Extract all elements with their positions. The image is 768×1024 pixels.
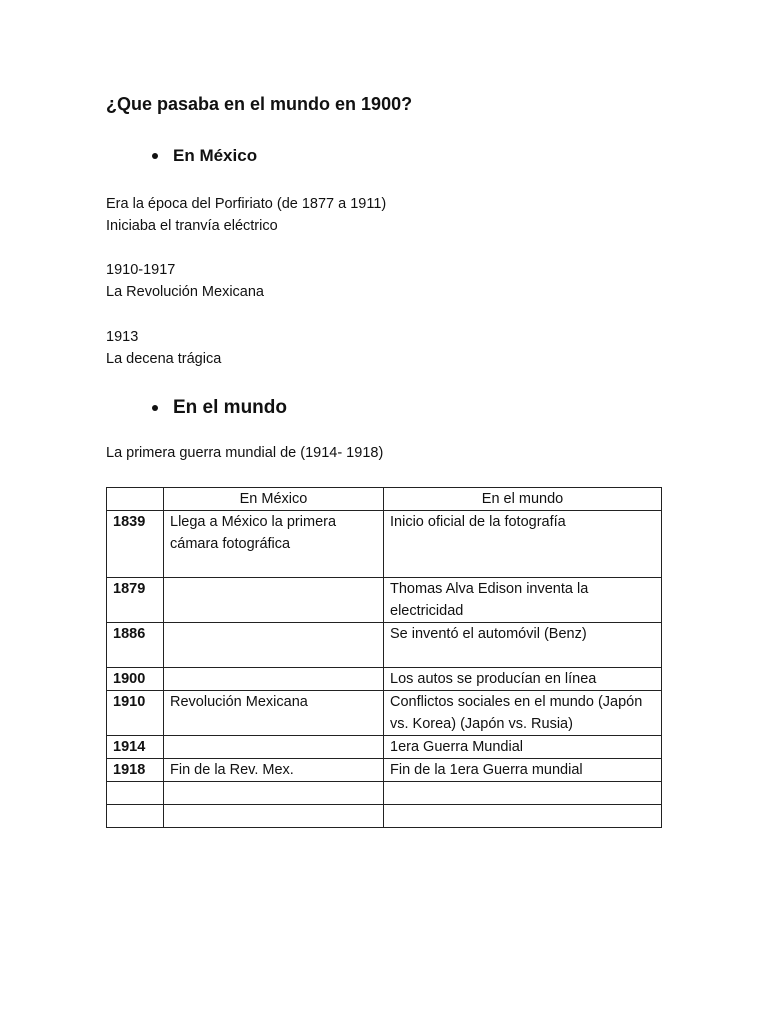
mexico-cell: Revolución Mexicana: [164, 691, 384, 736]
table-header-cell: En el mundo: [384, 488, 662, 511]
table-row: [107, 668, 662, 691]
table-row-empty: [107, 805, 662, 828]
table-row: [107, 691, 662, 736]
year-cell: [107, 805, 164, 828]
paragraph-revolucion: [106, 259, 264, 303]
bullet-icon: [152, 405, 158, 411]
mexico-cell: [164, 805, 384, 828]
table-row: [107, 736, 662, 759]
table-row: [107, 511, 662, 578]
year-cell: [107, 782, 164, 805]
document-title: ¿Que pasaba en el mundo en 1900?: [106, 94, 413, 114]
paragraph-line: La decena trágica: [106, 351, 222, 367]
mexico-cell: [164, 668, 384, 691]
paragraph-line: La Revolución Mexicana: [106, 284, 264, 300]
year-cell: 1879: [107, 578, 164, 623]
mundo-cell: 1era Guerra Mundial: [384, 736, 662, 759]
paragraph-line: La primera guerra mundial de (1914- 1918): [106, 445, 384, 461]
mundo-cell: Thomas Alva Edison inventa la electricidad: [384, 578, 662, 623]
mexico-cell: Llega a México la primera cámara fotográfica: [164, 511, 384, 578]
table-row: [107, 578, 662, 623]
mundo-cell: Se inventó el automóvil (Benz): [384, 623, 662, 668]
mexico-cell: [164, 782, 384, 805]
paragraph-primera-guerra: [106, 442, 383, 464]
year-cell: 1910: [107, 691, 164, 736]
paragraph-decena-tragica: [106, 326, 221, 370]
paragraph-line: Iniciaba el tranvía eléctrico: [106, 218, 278, 234]
mundo-cell: Inicio oficial de la fotografía: [384, 511, 662, 578]
mundo-cell: [384, 782, 662, 805]
table-header-row: [107, 488, 662, 511]
mexico-cell: [164, 623, 384, 668]
year-cell: 1918: [107, 759, 164, 782]
year-cell: 1886: [107, 623, 164, 668]
table-row: [107, 623, 662, 668]
year-cell: 1839: [107, 511, 164, 578]
paragraph-porfiriato: [106, 193, 386, 237]
mundo-cell: [384, 805, 662, 828]
table-header-cell: En México: [164, 488, 384, 511]
section-heading-label: En México: [173, 146, 258, 165]
table-header-cell: [107, 488, 164, 511]
year-cell: 1900: [107, 668, 164, 691]
mexico-cell: [164, 736, 384, 759]
mundo-cell: Los autos se producían en línea: [384, 668, 662, 691]
paragraph-line: 1913: [106, 329, 139, 345]
mexico-cell: [164, 578, 384, 623]
paragraph-line: 1910-1917: [106, 262, 176, 278]
year-cell: 1914: [107, 736, 164, 759]
paragraph-line: Era la época del Porfiriato (de 1877 a 1911): [106, 196, 387, 212]
timeline-table: [106, 487, 662, 828]
section-heading-mexico: [152, 144, 257, 168]
bullet-icon: [152, 153, 158, 159]
table-row-empty: [107, 782, 662, 805]
section-heading-mundo: [152, 396, 287, 420]
mundo-cell: Fin de la 1era Guerra mundial: [384, 759, 662, 782]
mexico-cell: Fin de la Rev. Mex.: [164, 759, 384, 782]
section-heading-label: En el mundo: [173, 397, 287, 418]
table-row: [107, 759, 662, 782]
mundo-cell: Conflictos sociales en el mundo (Japón vs. Korea) (Japón vs. Rusia): [384, 691, 662, 736]
